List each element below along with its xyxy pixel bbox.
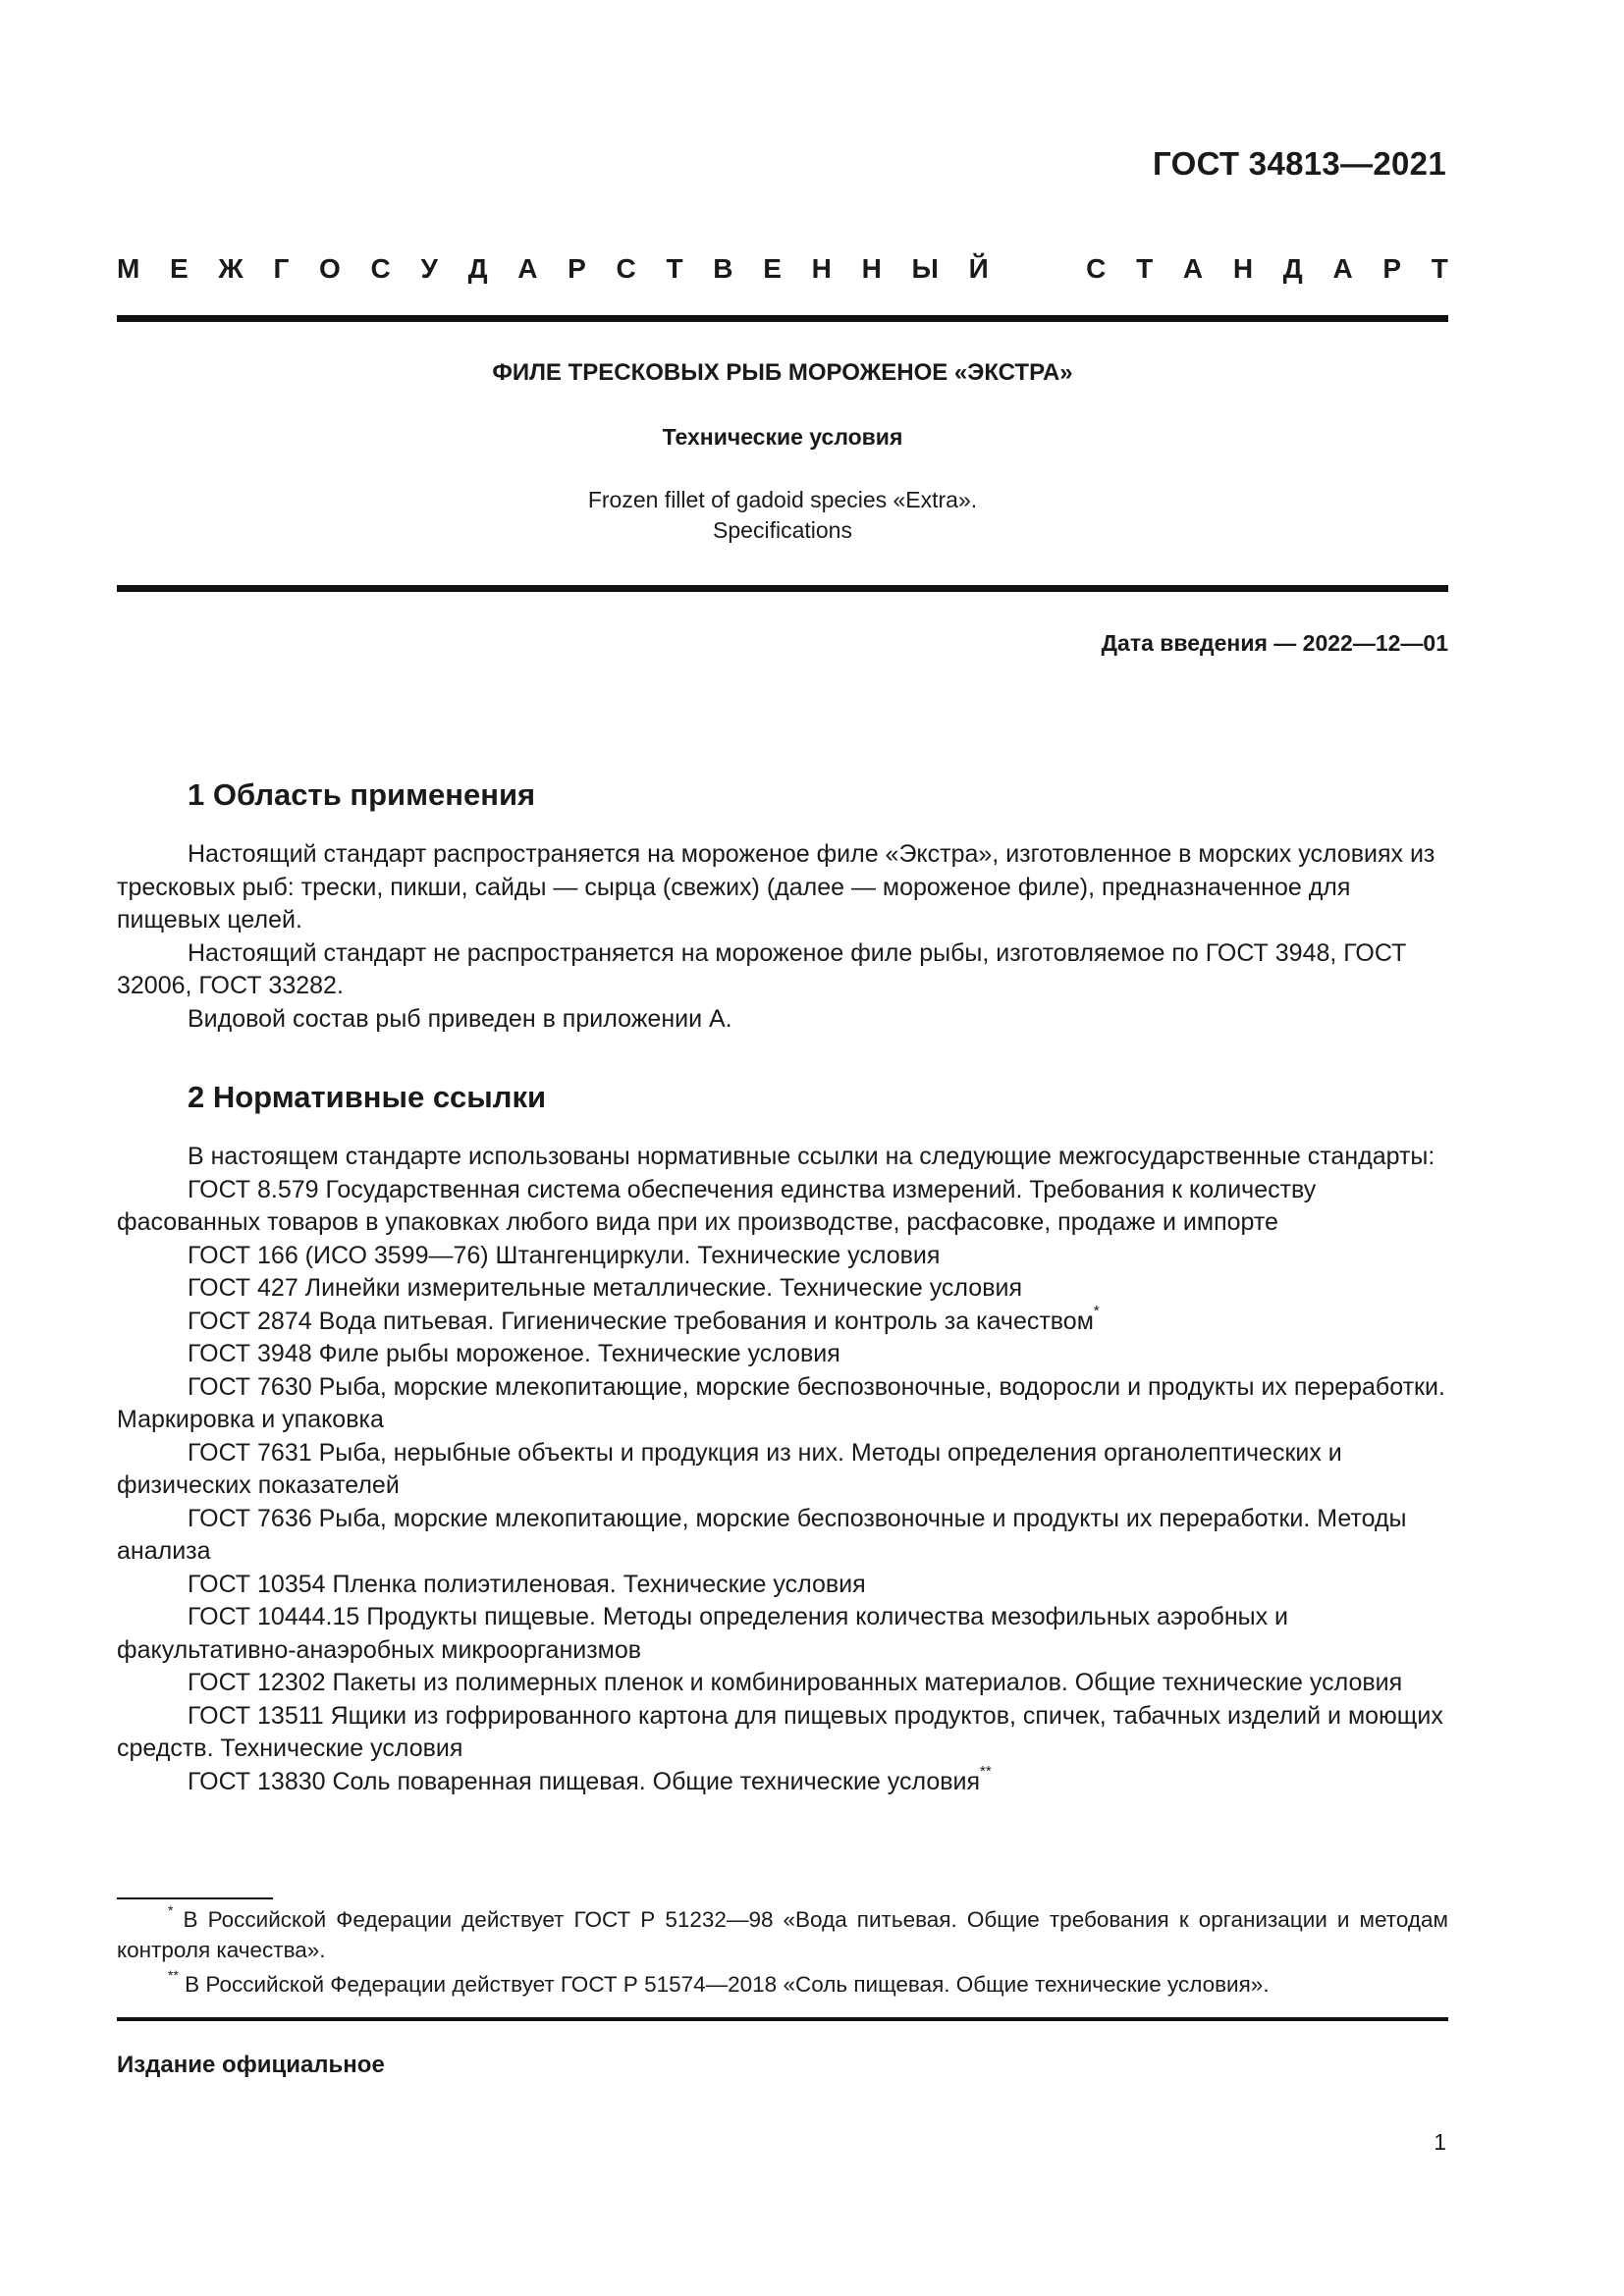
heading-word-gap [1018,253,1056,285]
heading-letter: У [420,253,438,284]
heading-letter: С [370,253,391,284]
title-english-line2: Specifications [713,517,852,543]
section1-paragraph: Настоящий стандарт распространяется на мороженое филе «Экстра», изготовленное в морских условиях из тресковых рыб: трески, пикши, сайды — сырца (свежих) (далее — мороженое филе), предназначенное для пищевых целей. [117,840,1435,934]
footnotes [117,1901,1448,2003]
header-rule-top [117,315,1448,322]
footer-rule [117,2017,1448,2021]
heading-letter: Р [568,253,586,284]
reference-text: ГОСТ 427 Линейки измерительные металлические. Технические условия [188,1274,1022,1302]
heading-letter: А [517,253,538,284]
heading-letter: Й [968,253,989,284]
section1-paragraph: Настоящий стандарт не распространяется на мороженое филе рыбы, изготовляемое по ГОСТ 3948, ГОСТ 32006, ГОСТ 33282. [117,938,1407,999]
heading-letter: Р [1382,253,1402,284]
normative-reference-item [117,1371,1448,1437]
heading-letter: Ы [911,253,939,284]
reference-text: ГОСТ 10354 Пленка полиэтиленовая. Технические условия [188,1570,866,1598]
heading-letter: Т [666,253,683,284]
normative-reference-item [117,1700,1448,1766]
reference-text: ГОСТ 13830 Соль поваренная пищевая. Общие технические условия [188,1767,981,1795]
introduction-date: Дата введения — 2022—12—01 [1101,630,1448,656]
interstate-standard-heading [117,253,1448,285]
heading-letter: О [319,253,341,284]
header-rule-bottom [117,585,1448,592]
reference-text: ГОСТ 3948 Филе рыбы мороженое. Технические условия [188,1340,840,1367]
section2-heading: 2 Нормативные ссылки [188,1080,547,1114]
normative-reference-item [117,1272,1448,1306]
reference-text: ГОСТ 7631 Рыба, нерыбные объекты и продукция из них. Методы определения органолептических и физических показателей [117,1438,1342,1499]
normative-reference-item [117,1601,1448,1667]
normative-reference-item [117,1338,1448,1371]
normative-reference-item [117,1303,1448,1339]
heading-letter: Е [763,253,782,284]
section2-body [117,1141,1448,1798]
heading-letter: Т [1136,253,1154,284]
heading-letter: Н [861,253,882,284]
heading-letter: В [713,253,733,284]
heading-letter: М [117,253,140,284]
section1-heading: 1 Область применения [188,777,536,812]
section1-body [117,838,1448,1036]
normative-reference-item [117,1569,1448,1602]
footnote-item [117,1901,1448,1965]
title-english-line1: Frozen fillet of gadoid species «Extra». [587,487,978,512]
heading-letter: Д [467,253,488,284]
document-title: ФИЛЕ ТРЕСКОВЫХ РЫБ МОРОЖЕНОЕ «ЭКСТРА» [492,359,1073,386]
heading-letter: Д [1282,253,1303,284]
reference-text: ГОСТ 7636 Рыба, морские млекопитающие, морские беспозвоночные и продукты их переработки. Методы анализа [117,1504,1407,1565]
footnote-separator [117,1897,273,1899]
heading-letter: А [1332,253,1353,284]
document-title-english [117,485,1448,546]
reference-text: ГОСТ 2874 Вода питьевая. Гигиенические требования и контроль за качеством [188,1307,1094,1335]
footnote-marker: * [1093,1303,1100,1320]
heading-letter: С [1086,253,1107,284]
heading-letter: Г [273,253,290,284]
normative-reference-item [117,1437,1448,1503]
reference-text: ГОСТ 8.579 Государственная система обеспечения единства измерений. Требования к количеству фасованных товаров в упаковках любого вида при их производстве, расфасовке, продаже и импорте [117,1175,1317,1236]
heading-letter: Т [1431,253,1448,284]
section2-intro: В настоящем стандарте использованы нормативные ссылки на следующие межгосударственные стандарты: [188,1143,1435,1170]
reference-text: ГОСТ 13511 Ящики из гофрированного картона для пищевых продуктов, спичек, табачных изделий и моющих средств. Технические условия [117,1701,1443,1762]
footnote-marker: ** [980,1763,992,1781]
heading-letter: Н [811,253,832,284]
footnote-marker: ** [168,1966,179,1983]
footnote-item [117,1966,1448,2000]
reference-text: ГОСТ 12302 Пакеты из полимерных пленок и комбинированных материалов. Общие технические условия [188,1669,1403,1696]
page-number: 1 [1434,2129,1446,2155]
heading-letter: Ж [218,253,244,284]
footnote-marker: * [168,1901,174,1918]
normative-reference-item [117,1240,1448,1273]
normative-reference-item [117,1174,1448,1240]
heading-letter: А [1182,253,1204,284]
reference-text: ГОСТ 7630 Рыба, морские млекопитающие, морские беспозвоночные, водоросли и продукты их переработки. Маркировка и упаковка [117,1372,1445,1433]
heading-letter: Е [170,253,189,284]
heading-letter: Н [1232,253,1254,284]
footnote-text: В Российской Федерации действует ГОСТ Р 51232—98 «Вода питьевая. Общие требования к организации и методам контроля качества». [117,1907,1448,1962]
document-subtitle: Технические условия [662,424,903,450]
normative-reference-item [117,1667,1448,1700]
footnote-text: В Российской Федерации действует ГОСТ Р 51574—2018 «Соль пищевая. Общие технические условия». [185,1972,1270,1997]
gost-number: ГОСТ 34813—2021 [1153,145,1446,182]
official-edition-label: Издание официальное [117,2052,385,2078]
normative-reference-item [117,1503,1448,1569]
reference-text: ГОСТ 166 (ИСО 3599—76) Штангенциркули. Технические условия [188,1241,941,1269]
reference-text: ГОСТ 10444.15 Продукты пищевые. Методы определения количества мезофильных аэробных и факультативно-анаэробных микроорганизмов [117,1603,1289,1664]
section1-paragraph: Видовой состав рыб приведен в приложении А. [188,1004,732,1033]
heading-letter: С [616,253,636,284]
normative-reference-item [117,1763,1448,1799]
